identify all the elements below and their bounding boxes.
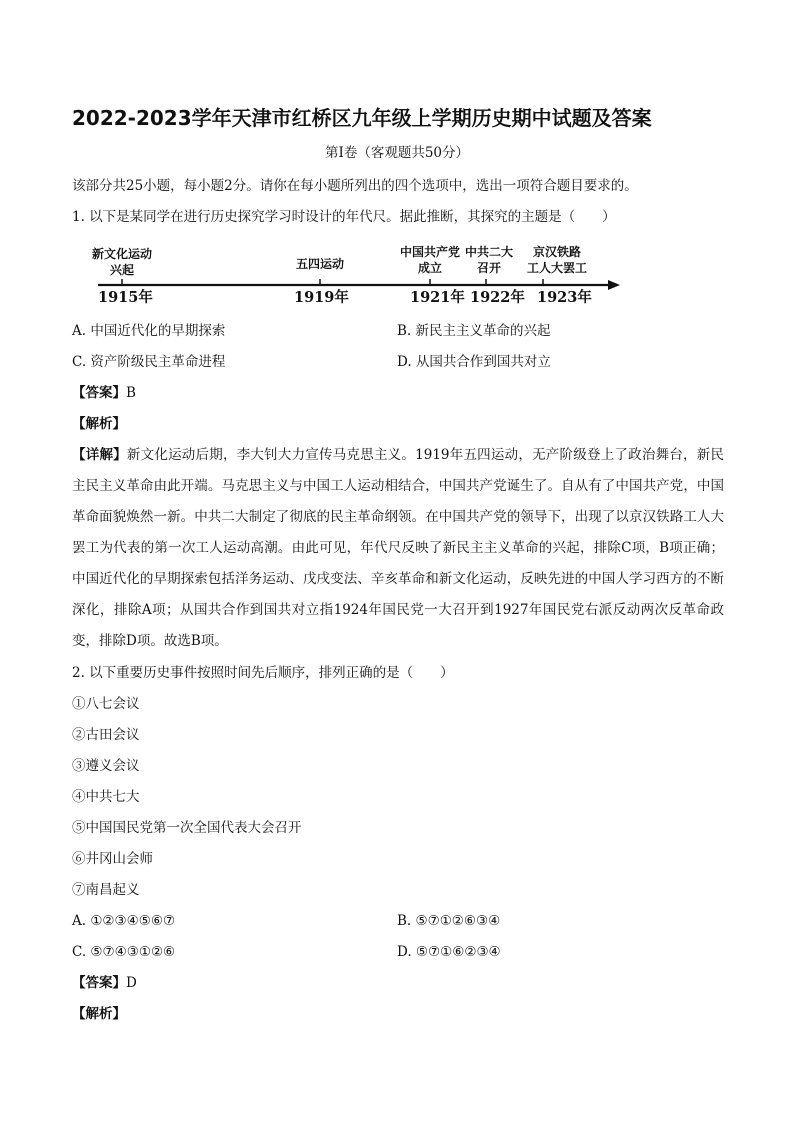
timeline-event-4-line1: 中共二大 <box>464 245 513 259</box>
q2-item-6: ⑥井冈山会师 <box>72 851 153 867</box>
q2-answer-value: D <box>126 975 137 991</box>
q1-stem: 1. 以下是某同学在进行历史探究学习时设计的年代尺。据此推断，其探究的主题是（ ） <box>72 209 616 225</box>
q2-option-b: B. ⑤⑦①②⑥③④ <box>397 913 501 929</box>
timeline-year-5: 1923年 <box>537 289 592 306</box>
q1-detail-label: 【详解】 <box>72 447 127 463</box>
q2-answer-label: 【答案】 <box>72 975 126 991</box>
document-title: 2022-2023学年天津市红桥区九年级上学期历史期中试题及答案 <box>72 106 652 130</box>
timeline-event-3-line1: 中国共产党 <box>399 245 460 259</box>
timeline-event-1-line1: 新文化运动 <box>91 247 152 261</box>
timeline-year-3: 1921年 <box>410 289 465 306</box>
q1-analysis-label: 【解析】 <box>72 416 126 432</box>
q1-answer <box>72 383 136 403</box>
timeline-year-2: 1919年 <box>294 289 349 306</box>
q2-answer <box>72 973 137 993</box>
q1-option-a: A. 中国近代化的早期探索 <box>72 323 226 339</box>
q1-timeline <box>80 240 620 315</box>
timeline-event-5 <box>512 244 602 276</box>
q1-option-d: D. 从国共合作到国共对立 <box>397 354 551 370</box>
timeline-event-2-line1: 五四运动 <box>295 257 344 271</box>
q2-item-2: ②古田会议 <box>72 727 140 743</box>
q2-item-1: ①八七会议 <box>72 696 140 712</box>
timeline-event-1 <box>82 246 162 278</box>
timeline-event-5-line1: 京汉铁路 <box>532 245 581 259</box>
timeline-event-4-line2: 召开 <box>476 261 501 275</box>
timeline-year-4: 1922年 <box>470 289 525 306</box>
q2-option-a: A. ①②③④⑤⑥⑦ <box>72 913 176 929</box>
q1-option-b: B. 新民主主义革命的兴起 <box>397 323 551 339</box>
q1-option-c: C. 资产阶级民主革命进程 <box>72 354 226 370</box>
instructions: 该部分共25小题，每小题2分。请你在每小题所列出的四个选项中，选出一项符合题目要求的。 <box>72 178 638 194</box>
q2-analysis-label: 【解析】 <box>72 1006 126 1022</box>
timeline-event-3-line2: 成立 <box>417 261 442 275</box>
timeline-event-5-line2: 工人大罢工 <box>526 261 587 275</box>
q1-answer-label: 【答案】 <box>72 385 126 401</box>
q1-detail-text: 新文化运动后期，李大钊大力宣传马克思主义。1919年五四运动，无产阶级登上了政治舞台，新民主民主义革命由此开端。马克思主义与中国工人运动相结合，中国共产党诞生了。自从有了中国共产党，中国革命面貌焕然一新。中共二大制定了彻底的民主革命纲领。在中国共产党的领导下，出现了以京汉铁路工人大罢工为代表的第一次工人运动高潮。由此可见，年代尺反映了新民主主义革命的兴起，排除C项，B项正确；中国近代化的早期探索包括洋务运动、戊戌变法、辛亥革命和新文化运动，反映先进的中国人学习西方的不断深化，排除A项；从国共合作到国共对立指1924年国民党一大召开到1927年国民党右派反动两次反革命政变，排除D项。故选B项。 <box>72 447 725 649</box>
q2-option-c: C. ⑤⑦④③①②⑥ <box>72 944 176 960</box>
timeline-event-1-line2: 兴起 <box>109 263 134 277</box>
q2-item-5: ⑤中国国民党第一次全国代表大会召开 <box>72 820 302 836</box>
timeline-year-1: 1915年 <box>98 289 153 306</box>
section-heading: 第Ⅰ卷（客观题共50分） <box>324 145 469 161</box>
q2-item-7: ⑦南昌起义 <box>72 882 140 898</box>
q2-stem: 2. 以下重要历史事件按照时间先后顺序，排列正确的是（ ） <box>72 665 454 681</box>
q2-option-d: D. ⑤⑦①⑥②③④ <box>397 944 501 960</box>
q2-item-4: ④中共七大 <box>72 789 140 805</box>
q1-answer-value: B <box>126 385 136 401</box>
q2-item-3: ③遵义会议 <box>72 758 140 774</box>
timeline-event-2 <box>280 256 360 272</box>
q1-detail <box>72 440 724 657</box>
